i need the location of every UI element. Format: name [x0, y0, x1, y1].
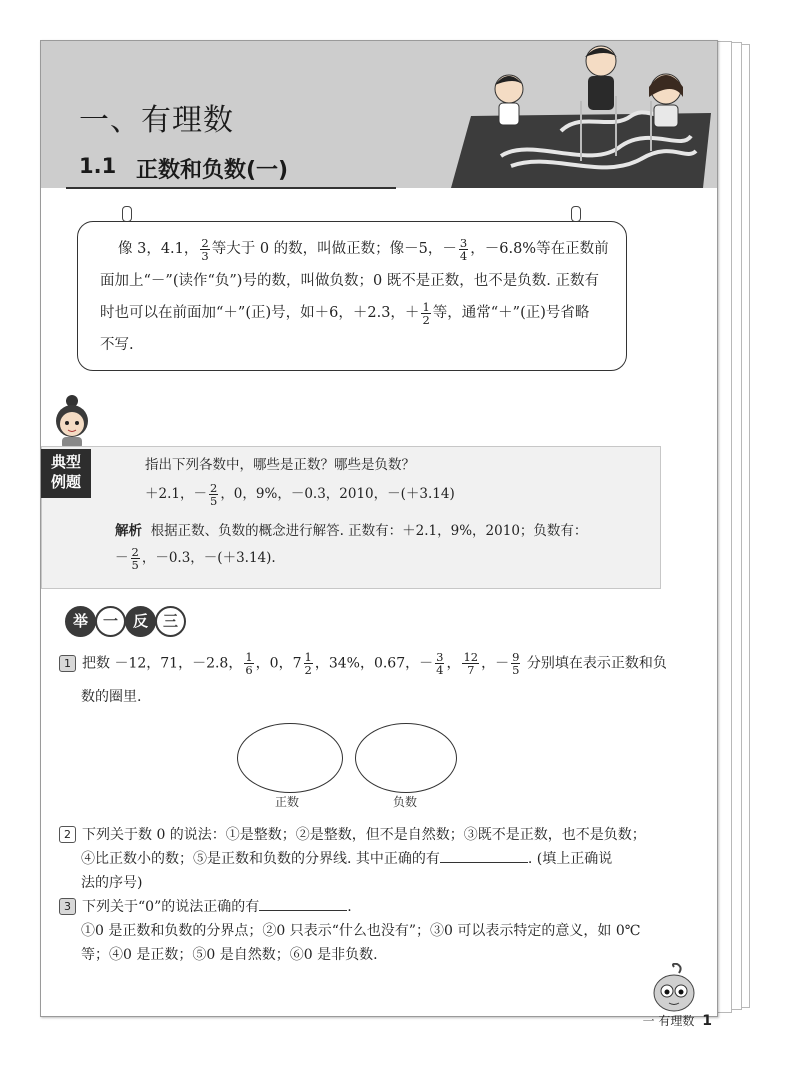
question-2-line3: 法的序号) — [81, 875, 143, 891]
example-analysis — [115, 519, 587, 539]
fraction: $\frac{2}{5}$ — [131, 545, 139, 572]
example-analysis-line2 — [115, 546, 276, 571]
fraction: $\frac{2}{3}$ — [201, 235, 209, 263]
definition-box — [77, 221, 627, 371]
page-footer — [643, 1012, 712, 1029]
chapter-header — [41, 41, 717, 188]
section-number: 1.1 — [79, 154, 117, 178]
chapter-title: 一、有理数 — [79, 103, 234, 138]
definition-text: 像 3，4.1， — [118, 241, 199, 257]
question-3-line3: 等；④0 是正数；⑤0 是自然数；⑥0 是非负数. — [81, 947, 378, 963]
question-text: 把数 －12，71，－2.8， — [82, 655, 243, 672]
footer-chapter: 一 有理数 — [642, 1014, 695, 1028]
badge-ju: 举 — [65, 606, 96, 637]
answer-blank[interactable] — [440, 848, 528, 863]
workbook-page — [40, 40, 718, 1017]
definition-line-3 — [100, 300, 612, 326]
question-text: ④比正数小的数；⑤是正数和负数的分界线. 其中正确的有 — [81, 851, 440, 867]
definition-text: ，－6.8%等在正数前 — [470, 241, 609, 257]
fraction: $\frac{1}{6}$ — [245, 650, 253, 677]
question-text: ，0，7 — [255, 655, 302, 672]
fraction: $\frac{1}{2}$ — [422, 299, 430, 327]
question-2-line2 — [81, 847, 612, 871]
binder-ring-left — [122, 206, 132, 222]
fraction: $\frac{9}{5}$ — [512, 650, 520, 677]
answer-blank[interactable] — [259, 896, 347, 911]
definition-text: 等大于 0 的数，叫做正数；像－5，－ — [211, 241, 457, 257]
section-underline — [66, 187, 396, 189]
question-text: 下列关于“0”的说法正确的有 — [82, 899, 260, 915]
example-text: ＋2.1，－ — [145, 486, 207, 502]
fraction: $\frac{3}{4}$ — [436, 650, 444, 677]
example-tag — [41, 449, 91, 498]
definition-line-2: 面加上“－”(读作“负”)号的数，叫做负数；0 既不是正数，也不是负数. 正数有 — [100, 273, 600, 289]
analysis-text: ，－0.3，－(＋3.14). — [141, 550, 276, 566]
question-text: ，－ — [481, 655, 510, 672]
badge-yi: 一 — [95, 606, 126, 637]
example-text: ，0，9%，－0.3，2010，－(＋3.14) — [220, 486, 455, 502]
question-text: ，34%，0.67，－ — [314, 655, 434, 672]
section-title: 正数和负数(一) — [136, 158, 289, 183]
question-3 — [59, 895, 352, 919]
question-text: 下列关于数 0 的说法：①是整数；②是整数，但不是自然数；③既不是正数，也不是负数； — [82, 827, 646, 843]
question-text: 分别填在表示正数和负 — [522, 655, 667, 672]
fraction: $\frac{2}{5}$ — [209, 481, 218, 508]
negative-number-circle[interactable] — [355, 723, 457, 793]
practice-heading — [65, 606, 185, 637]
definition-line-4: 不写. — [100, 337, 134, 353]
fraction: $\frac{3}{4}$ — [459, 235, 468, 263]
question-2 — [59, 823, 646, 847]
header-illustration — [441, 41, 717, 188]
question-3-line2: ①0 是正数和负数的分界点；②0 只表示“什么也没有”；③0 可以表示特定的意义，如 0℃ — [81, 923, 641, 939]
question-1-line2: 数的圈里. — [81, 689, 142, 705]
question-text: ， — [446, 655, 461, 672]
mascot-bean-icon — [649, 963, 699, 1015]
question-text: . — [347, 899, 352, 915]
question-1 — [59, 651, 667, 676]
question-number: 2 — [59, 826, 76, 843]
example-numbers — [145, 482, 455, 507]
example-tag-line: 典型 — [50, 453, 81, 471]
badge-fan: 反 — [125, 606, 156, 637]
analysis-label: 解析 — [115, 523, 142, 539]
definition-text: 等，通常“＋”(正)号省略 — [432, 305, 590, 321]
example-question: 指出下列各数中，哪些是正数？哪些是负数？ — [145, 457, 415, 473]
negative-label: 负数 — [393, 795, 418, 809]
definition-line-1 — [118, 236, 612, 262]
analysis-text: 根据正数、负数的概念进行解答. 正数有：＋2.1，9%，2010；负数有： — [150, 523, 588, 539]
page-number: 1 — [702, 1013, 712, 1029]
positive-number-circle[interactable] — [237, 723, 343, 793]
badge-san: 三 — [155, 606, 186, 637]
fraction: $\frac{1}{2}$ — [304, 650, 312, 677]
binder-ring-right — [571, 206, 581, 222]
question-number: 3 — [59, 898, 76, 915]
fraction: $\frac{12}{7}$ — [463, 650, 479, 677]
question-number: 1 — [59, 655, 76, 672]
analysis-text: － — [115, 550, 129, 566]
question-text: . (填上正确说 — [527, 851, 613, 867]
positive-label: 正数 — [275, 795, 300, 809]
mascot-girl-icon — [49, 391, 95, 449]
definition-text: 时也可以在前面加“＋”(正)号，如＋6，＋2.3，＋ — [100, 305, 420, 321]
example-tag-line: 例题 — [50, 473, 81, 491]
